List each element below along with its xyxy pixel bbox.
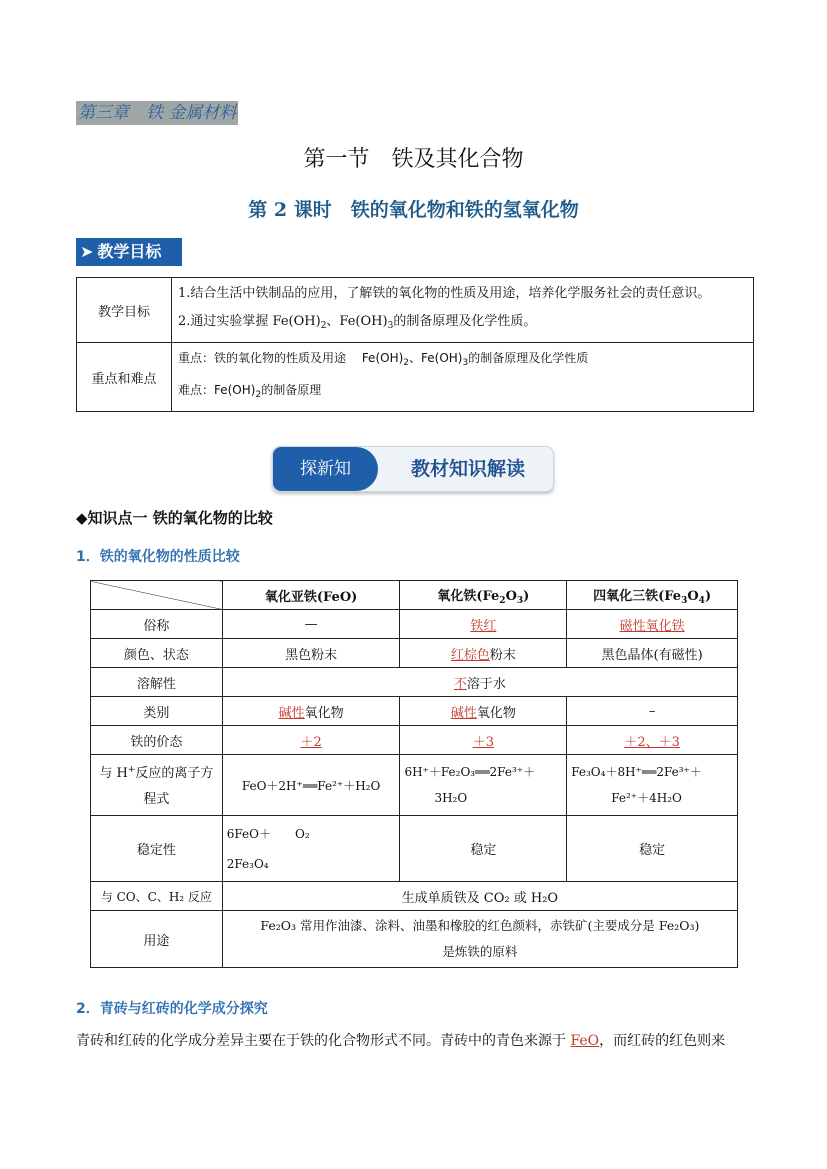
- iron-oxide-table: [90, 580, 738, 968]
- table-row: 溶解性 不溶于水: [91, 668, 738, 697]
- table-row: 与 CO、C、H₂ 反应 生成单质铁及 CO₂ 或 H₂O: [91, 882, 738, 911]
- pill-explore: 探新知: [273, 447, 378, 491]
- chapter-label: 第三章 铁 金属材料: [78, 103, 237, 123]
- chevron-right-icon: ➤: [80, 242, 94, 261]
- keypoint-focus: 重点：铁的氧化物的性质及用途 $Fe(OH)_2$、$Fe(OH)_3$的制备原理及化学性质: [178, 351, 589, 368]
- section-pill: [272, 446, 554, 492]
- subsection-1-title: 1．铁的氧化物的性质比较: [76, 549, 240, 565]
- lesson-title: 第 2 课时 铁的氧化物和铁的氢氧化物: [248, 199, 579, 221]
- table-corner: [91, 581, 223, 610]
- header-fe3o4: 四氧化三铁$(Fe_3O_4)$: [567, 581, 738, 610]
- section-title: 第一节 铁及其化合物: [303, 147, 524, 172]
- table-row: 俗称 — 铁红 磁性氧化铁: [91, 610, 738, 639]
- objective-2: 2.通过实验掌握 $Fe(OH)_2$、$Fe(OH)_3$的制备原理及化学性质。: [178, 314, 537, 331]
- table-row: 用途 Fe₂O₃ 常用作油漆、涂料、油墨和橡胶的红色颜料，赤铁矿(主要成分是 Fe₂O₃) 是炼铁的原料: [91, 911, 738, 968]
- objectives-row-label: 教学目标: [77, 278, 172, 343]
- objective-1: 1.结合生活中铁制品的应用，了解铁的氧化物的性质及用途，培养化学服务社会的责任意识。: [178, 286, 711, 301]
- subsection-2-title: 2．青砖与红砖的化学成分探究: [76, 1001, 268, 1017]
- objectives-row-text: [172, 278, 754, 343]
- objectives-banner: [76, 238, 182, 266]
- table-row: 铁的价态 ＋2 ＋3 ＋2、＋3: [91, 726, 738, 755]
- header-fe2o3: 氧化铁$(Fe_2O_3)$: [400, 581, 567, 610]
- table-row: 与 H+反应的离子方程式 FeO＋2H⁺══Fe²⁺＋H₂O 6H⁺＋Fe₂O₃══2Fe³⁺＋ 3H₂O Fe₃O₄＋8H⁺══2Fe³⁺＋ Fe²⁺＋4H₂O: [91, 755, 738, 816]
- objectives-table: [76, 277, 754, 412]
- brick-paragraph: 青砖和红砖的化学成分差异主要在于铁的化合物形式不同。青砖中的青色来源于 FeO，而红砖的红色则来: [76, 1033, 726, 1049]
- pill-textbook: 教材知识解读: [410, 458, 525, 480]
- keypoint-difficulty: 难点：$Fe(OH)_2$的制备原理: [178, 383, 322, 400]
- objectives-banner-label: 教学目标: [97, 242, 162, 261]
- keypoints-row-label: 重点和难点: [77, 343, 172, 412]
- header-feo: 氧化亚铁(FeO): [222, 581, 400, 610]
- table-row: 稳定性 6FeO＋ O₂ 2Fe₃O₄ 稳定 稳定: [91, 816, 738, 882]
- table-row: 类别 碱性氧化物 碱性氧化物 –: [91, 697, 738, 726]
- keypoints-row-text: [172, 343, 754, 412]
- knowledge-point-title: ◆知识点一 铁的氧化物的比较: [76, 509, 273, 527]
- table-row: 颜色、状态 黑色粉末 红棕色粉末 黑色晶体(有磁性): [91, 639, 738, 668]
